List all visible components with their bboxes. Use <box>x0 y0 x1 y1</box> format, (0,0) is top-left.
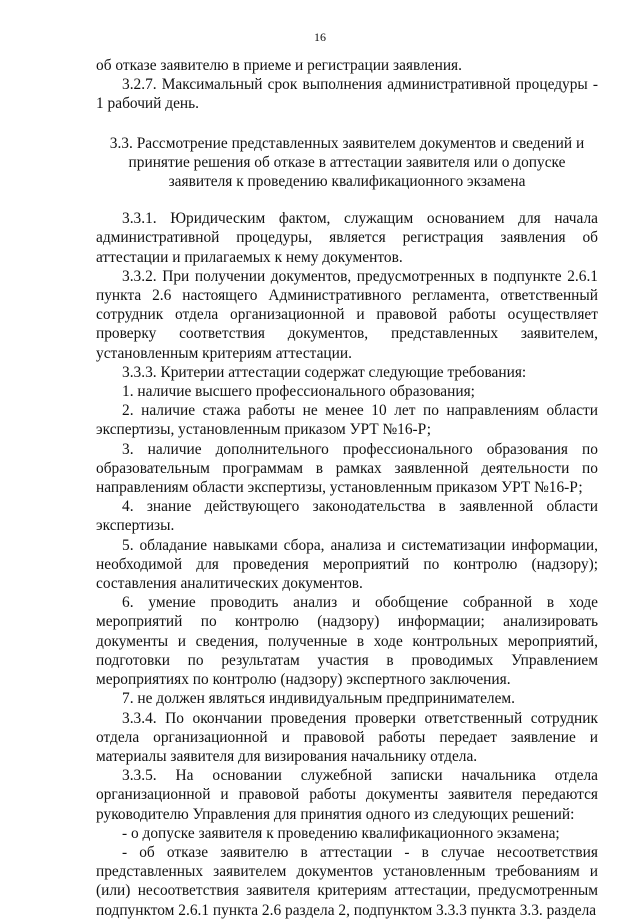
paragraph: 3.3.2. При получении документов, предусмотренных в подпункте 2.6.1 пункта 2.6 настоящего Административного регламента, ответственный сотрудник отдела организационной и правовой работы осуществляет проверку соответствия документов, представленных заявителем, установленным критериям аттестации. <box>96 267 598 362</box>
page-number: 16 <box>314 30 326 44</box>
paragraph: 3.2.7. Максимальный срок выполнения административной процедуры - 1 рабочий день. <box>96 76 598 113</box>
paragraph: 3.3.3. Критерии аттестации содержат следующие требования: <box>122 363 527 381</box>
section-heading: 3.3. Рассмотрение представленных заявителем документов и сведений и принятие решения об отказе в аттестации заявителя или о допуске заявителя к проведению квалификационного экзамена <box>109 134 585 191</box>
paragraph: об отказе заявителю в приеме и регистрации заявления. <box>96 57 462 74</box>
paragraph: 3.3.1. Юридическим фактом, служащим основанием для начала административной процедуры, является регистрация заявления об аттестации и прилагаемых к нему документов. <box>96 210 598 266</box>
paragraph: 3.3.4. По окончании проведения проверки ответственный сотрудник отдела организационной и правовой работы передает заявление и материалы заявителя для визирования начальнику отдела. <box>96 709 598 765</box>
list-item: - об отказе заявителю в аттестации - в случае несоответствия представленных заявителем документов установленным требованиям и (или) несоответствия заявителя критериям аттестации, предусмотренным подпунктом 2.6.1 пункта 2.6 раздела 2, подпунктом 3.3.3 пункта 3.3. раздела <box>96 843 598 919</box>
list-item: 6. умение проводить анализ и обобщение собранной в ходе мероприятий по контролю (надзору) информации; анализировать документы и сведения, полученные в ходе контрольных мероприятий, подготовки по результатам участия в проводимых Управлением мероприятиях по контролю (надзору) экспертного заключения. <box>96 594 598 689</box>
list-item: - о допуске заявителя к проведению квалификационного экзамена; <box>122 824 560 842</box>
list-item: 1. наличие высшего профессионального образования; <box>122 383 475 401</box>
list-item: 4. знание действующего законодательства в заявленной области экспертизы. <box>96 498 598 535</box>
list-item: 2. наличие стажа работы не менее 10 лет по направлениям области экспертизы, установленным приказом УРТ №16-Р; <box>96 402 598 439</box>
list-item: 3. наличие дополнительного профессионального образования по образовательным программам в рамках заявленной деятельности по направлениям области экспертизы, установленным приказом УРТ №16-Р; <box>96 440 598 497</box>
list-item: 5. обладание навыками сбора, анализа и систематизации информации, необходимой для проведения мероприятий по контролю (надзору); составления аналитических документов. <box>96 536 598 593</box>
list-item: 7. не должен являться индивидуальным предпринимателем. <box>122 690 516 708</box>
paragraph: 3.3.5. На основании служебной записки начальника отдела организационной и правовой работы документы заявителя передаются руководителю Управления для принятия одного из следующих решений: <box>96 767 598 823</box>
document-body <box>96 56 598 920</box>
